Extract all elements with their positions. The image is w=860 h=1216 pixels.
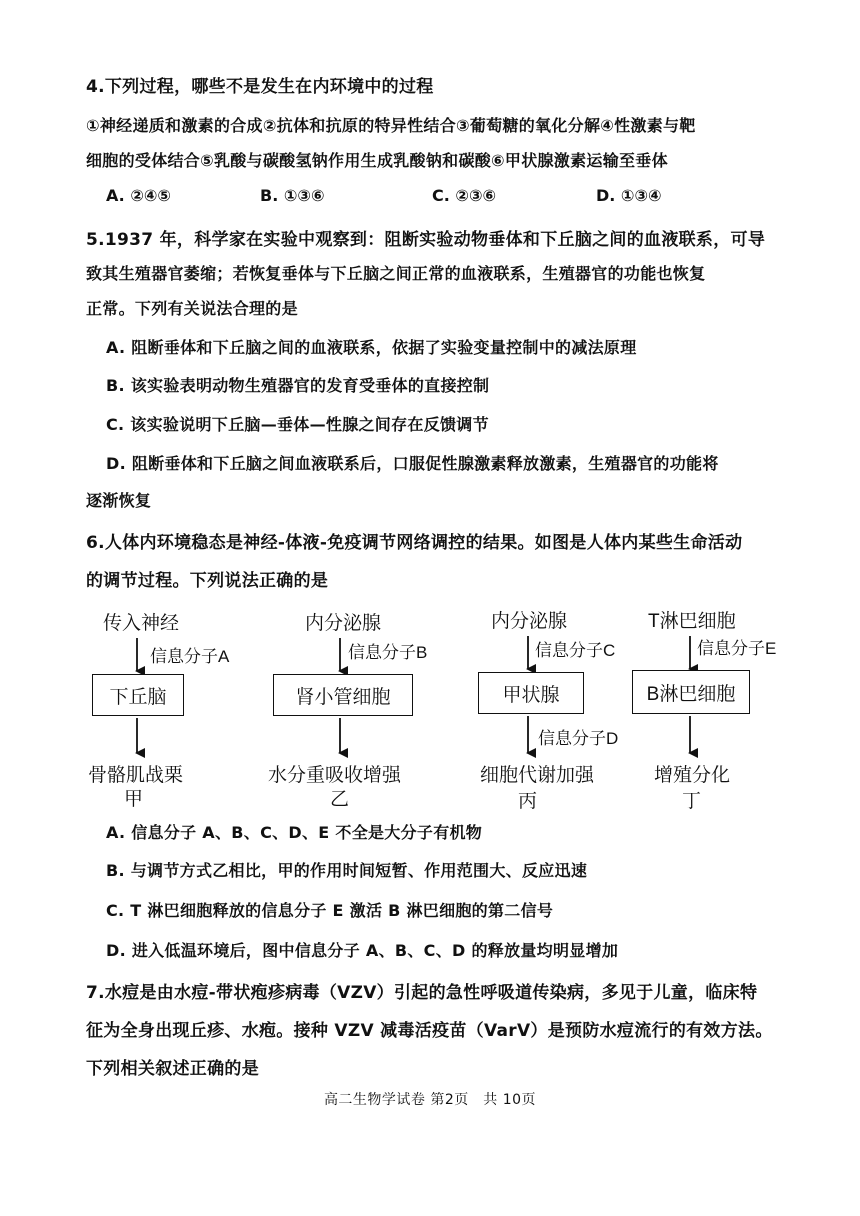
box-b-lymphocyte-label: B淋巴细胞 — [646, 683, 736, 705]
q5-option-d-line-2: 逐渐恢复 — [86, 491, 152, 510]
col1-tag: 甲 — [124, 789, 144, 810]
box-b-lymphocyte — [632, 670, 750, 714]
q5-line-1: 5.1937 年，科学家在实验中观察到：阻断实验动物垂体和下丘脑之间的血液联系，可导 — [86, 230, 766, 250]
q4-option-c: C. ②③⑥ — [432, 186, 497, 205]
col3-effect: 细胞代谢加强 — [480, 765, 595, 786]
box-hypothalamus-label: 下丘脑 — [109, 686, 167, 708]
q6-option-c: C. T 淋巴细胞释放的信息分子 E 激活 B 淋巴细胞的第二信号 — [106, 901, 554, 920]
q7-line-3: 下列相关叙述正确的是 — [86, 1059, 259, 1079]
q6-option-d: D. 进入低温环境后，图中信息分子 A、B、C、D 的释放量均明显增加 — [106, 941, 619, 960]
q4-line-1: ①神经递质和激素的合成②抗体和抗原的特异性结合③葡萄糖的氧化分解④性激素与靶 — [86, 116, 696, 135]
q5-line-2: 致其生殖器官萎缩；若恢复垂体与下丘脑之间正常的血液联系，生殖器官的功能也恢复 — [86, 264, 706, 283]
box-thyroid — [478, 672, 584, 714]
col4-signal: 信息分子E — [697, 639, 777, 658]
q7-line-1: 7.水痘是由水痘-带状疱疹病毒（VZV）引起的急性呼吸道传染病，多见于儿童，临床特 — [86, 983, 758, 1003]
box-thyroid-label: 甲状腺 — [502, 684, 560, 706]
q5-option-d-line-1: D. 阻断垂体和下丘脑之间血液联系后，口服促性腺激素释放激素，生殖器官的功能将 — [106, 454, 719, 473]
q6-option-b: B. 与调节方式乙相比，甲的作用时间短暂、作用范围大、反应迅速 — [106, 861, 588, 880]
q5-option-b: B. 该实验表明动物生殖器官的发育受垂体的直接控制 — [106, 376, 490, 395]
col3-signal: 信息分子C — [535, 641, 616, 660]
q6-line-2: 的调节过程。下列说法正确的是 — [86, 571, 329, 591]
box-renal-tubule — [273, 674, 413, 716]
q6-line-1: 6.人体内环境稳态是神经-体液-免疫调节网络调控的结果。如图是人体内某些生命活动 — [86, 533, 743, 553]
page-footer: 高二生物学试卷 第2页 共 10页 — [323, 1092, 537, 1108]
col4-tag: 丁 — [682, 791, 702, 812]
q4-option-a: A. ②④⑤ — [106, 186, 171, 205]
box-hypothalamus — [92, 674, 184, 716]
q5-option-c: C. 该实验说明下丘脑—垂体—性腺之间存在反馈调节 — [106, 415, 489, 434]
col1-signal: 信息分子A — [150, 647, 230, 666]
col2-source: 内分泌腺 — [305, 613, 382, 634]
col2-tag: 乙 — [330, 789, 350, 810]
col4-effect: 增殖分化 — [654, 765, 731, 786]
col2-effect: 水分重吸收增强 — [268, 765, 402, 786]
col1-source: 传入神经 — [103, 613, 180, 634]
col4-source: T淋巴细胞 — [648, 611, 736, 632]
q7-line-2: 征为全身出现丘疹、水疱。接种 VZV 减毒活疫苗（VarV）是预防水痘流行的有效方法。 — [86, 1021, 773, 1041]
col2-signal: 信息分子B — [348, 643, 428, 662]
box-renal-tubule-label: 肾小管细胞 — [295, 686, 391, 708]
col1-effect: 骨骼肌战栗 — [88, 765, 184, 786]
q5-line-3: 正常。下列有关说法合理的是 — [86, 299, 298, 318]
q4-stem: 4.下列过程，哪些不是发生在内环境中的过程 — [86, 77, 434, 97]
q4-option-b: B. ①③⑥ — [260, 186, 325, 205]
q4-line-2: 细胞的受体结合⑤乳酸与碳酸氢钠作用生成乳酸钠和碳酸⑥甲状腺激素运输至垂体 — [86, 151, 668, 170]
col3-tag: 丙 — [518, 791, 538, 812]
col3-signal-2: 信息分子D — [538, 729, 619, 748]
col3-source: 内分泌腺 — [491, 611, 568, 632]
q5-option-a: A. 阻断垂体和下丘脑之间的血液联系，依据了实验变量控制中的减法原理 — [106, 338, 637, 357]
q4-option-d: D. ①③④ — [596, 186, 662, 205]
q6-option-a: A. 信息分子 A、B、C、D、E 不全是大分子有机物 — [106, 823, 483, 842]
